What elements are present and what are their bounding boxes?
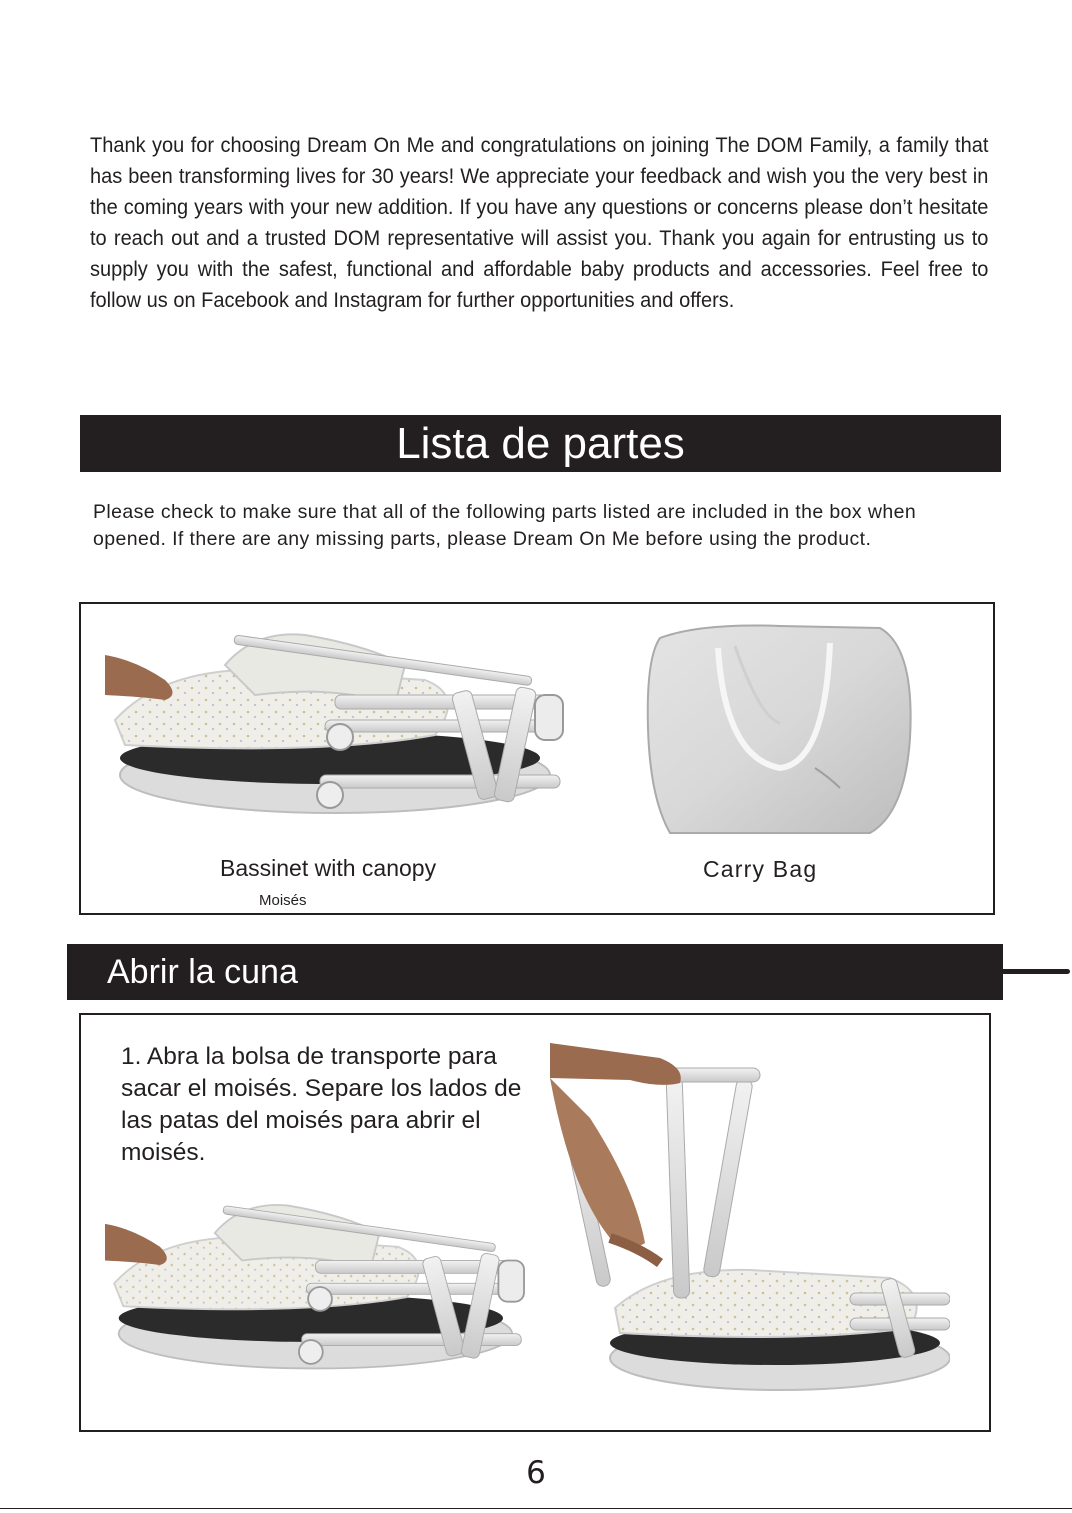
parts-check-instructions: Please check to make sure that all of the following parts listed are included in the box when opened. If there are any missing parts, please Dream On Me before using the product. — [93, 501, 917, 550]
parts-list-banner — [80, 415, 1001, 472]
carry-bag-caption: Carry Bag — [703, 856, 818, 882]
intro-paragraph: Thank you for choosing Dream On Me and congratulations on joining The DOM Family, a family that has been transforming lives for 30 years! We appreciate your feedback and wish you the very best in the coming years with your new addition. If you have any questions or concerns please don’t hesitate to reach out and a trusted DOM representative will assist you. Thank you again for entrusting us to supply you with the safest, functional and affordable baby products and accessories. Feel free to follow us on Facebook and Instagram for further opportunities and offers. — [90, 133, 989, 312]
carry-bag-photo — [640, 618, 920, 843]
bottom-rule — [0, 1508, 1072, 1509]
page-number: 6 — [526, 1455, 546, 1491]
open-crib-title: Abrir la cuna — [107, 953, 298, 991]
unfolding-bassinet-photo — [550, 1038, 950, 1398]
parts-list-title: Lista de partes — [396, 419, 685, 468]
bassinet-subcaption: Moisés — [259, 892, 307, 909]
folded-bassinet-photo — [105, 625, 575, 835]
banner-divider-line — [598, 969, 1070, 974]
folded-bassinet-photo-step — [105, 1195, 535, 1390]
step-1-instructions: 1. Abra la bolsa de transporte para sacar el moisés. Separe los lados de las patas del moisés para abrir el moisés. — [121, 1043, 522, 1166]
bassinet-caption: Bassinet with canopy — [220, 855, 437, 881]
